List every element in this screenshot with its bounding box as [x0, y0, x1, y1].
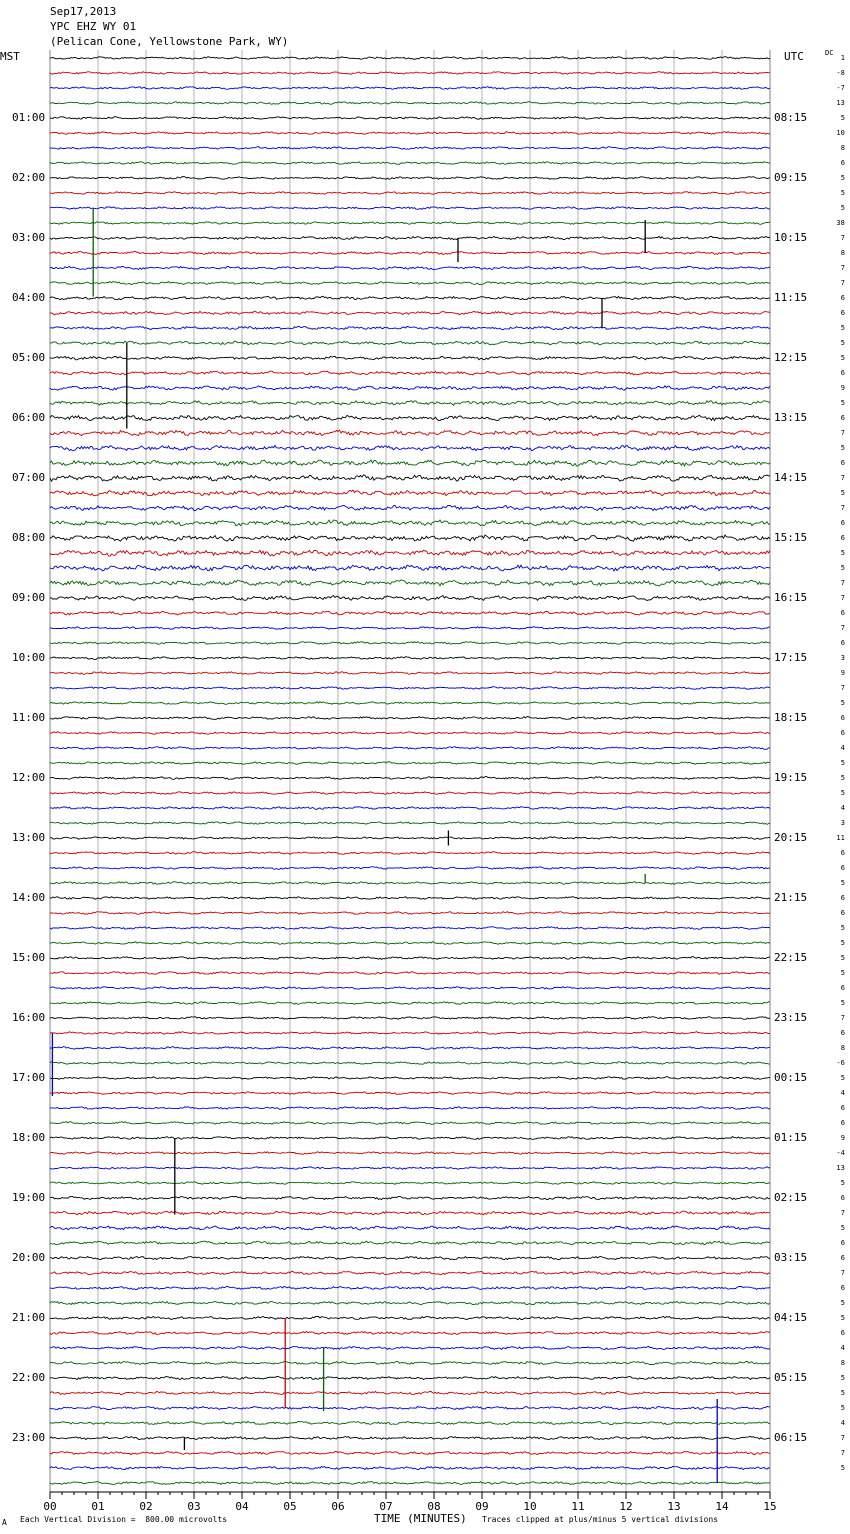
dc-offset-label: 5	[840, 549, 845, 557]
seismic-trace	[50, 1482, 770, 1485]
dc-offset-label: 7	[840, 1434, 845, 1442]
seismic-trace	[50, 972, 770, 975]
seismic-trace	[50, 177, 770, 180]
seismic-trace	[50, 192, 770, 195]
seismic-trace	[50, 1107, 770, 1110]
seismic-trace	[50, 222, 770, 225]
seismic-trace	[50, 1182, 770, 1185]
x-tick-label: 03	[187, 1500, 201, 1513]
seismic-trace	[50, 1167, 770, 1170]
seismic-trace	[50, 326, 770, 330]
dc-offset-label: 6	[840, 639, 845, 647]
dc-offset-label: 9	[840, 1134, 845, 1142]
seismic-trace	[50, 717, 770, 720]
seismic-trace	[50, 236, 770, 239]
trace-group	[50, 57, 770, 1485]
x-tick-label: 01	[91, 1500, 105, 1513]
dc-offset-label: 5	[840, 114, 845, 122]
seismic-trace	[50, 1332, 770, 1335]
time-axis	[50, 1492, 770, 1499]
seismic-trace	[50, 762, 770, 765]
dc-offset-label: 7	[840, 1014, 845, 1022]
utc-hour-label: 19:15	[774, 771, 808, 784]
seismic-trace	[50, 535, 770, 541]
utc-hour-label: 10:15	[774, 231, 808, 244]
dc-offset-label: 5	[840, 969, 845, 977]
mst-hour-label: 20:00	[12, 1251, 46, 1264]
dc-offset-label: 6	[840, 309, 845, 317]
x-tick-label: 07	[379, 1500, 393, 1513]
dc-offset-label: 7	[840, 474, 845, 482]
dc-offset-label: 10	[836, 129, 845, 137]
utc-hour-label: 17:15	[774, 651, 808, 664]
seismic-trace	[50, 1137, 770, 1140]
x-tick-label: 13	[667, 1500, 681, 1513]
seismic-trace	[50, 475, 770, 481]
seismic-trace	[50, 72, 770, 75]
seismic-trace	[50, 1391, 770, 1394]
dc-offset-label: 6	[840, 1254, 845, 1262]
dc-offset-label: 6	[840, 1104, 845, 1112]
dc-offset-label: 5	[840, 324, 845, 332]
utc-hour-label: 22:15	[774, 951, 808, 964]
dc-offset-label: 5	[840, 339, 845, 347]
seismic-trace	[50, 1301, 770, 1304]
seismic-trace	[50, 102, 770, 105]
station-code: YPC EHZ WY 01	[50, 20, 137, 33]
dc-offset-label: 7	[840, 504, 845, 512]
dc-offset-label: 6	[840, 519, 845, 527]
dc-offset-label: -7	[836, 84, 845, 92]
dc-offset-label: 5	[840, 879, 845, 887]
seismic-trace	[50, 1152, 770, 1155]
seismic-trace	[50, 282, 770, 285]
dc-offset-label: 5	[840, 174, 845, 182]
seismic-trace	[50, 162, 770, 165]
utc-hour-label: 08:15	[774, 111, 808, 124]
seismic-trace	[50, 1271, 770, 1275]
seismic-trace	[50, 1002, 770, 1005]
seismic-trace	[50, 807, 770, 810]
mst-hour-label: 13:00	[12, 831, 46, 844]
utc-hour-label: 21:15	[774, 891, 808, 904]
mst-hour-label: 04:00	[12, 291, 46, 304]
dc-offset-label: 5	[840, 1374, 845, 1382]
seismic-trace	[50, 296, 770, 300]
dc-offset-label: 7	[840, 684, 845, 692]
dc-offset-label: 5	[840, 444, 845, 452]
seismic-trace	[50, 550, 770, 556]
dc-offset-label: 7	[840, 264, 845, 272]
dc-offset-label: 5	[840, 1224, 845, 1232]
seismic-trace	[50, 672, 770, 675]
mst-hour-label: 22:00	[12, 1371, 46, 1384]
mst-hour-label: 06:00	[12, 411, 46, 424]
dc-offset-label: 6	[840, 729, 845, 737]
plot-date: Sep17,2013	[50, 5, 117, 18]
seismic-trace	[50, 987, 770, 990]
seismic-trace	[50, 927, 770, 930]
mst-hour-label: 14:00	[12, 891, 46, 904]
seismic-trace	[50, 1047, 770, 1050]
seismic-trace	[50, 565, 770, 571]
seismic-trace	[50, 957, 770, 960]
dc-offset-label: 7	[840, 624, 845, 632]
seismic-trace	[50, 445, 770, 450]
clip-note: Traces clipped at plus/minus 5 vertical divisions	[482, 1515, 719, 1524]
seismic-trace	[50, 1406, 770, 1409]
seismic-trace	[50, 266, 770, 269]
seismic-trace	[50, 1032, 770, 1035]
dc-offset-label: 8	[840, 249, 845, 257]
dc-offset-label: 5	[840, 759, 845, 767]
utc-hour-label: 03:15	[774, 1251, 808, 1264]
seismic-trace	[50, 942, 770, 945]
left-timezone-label: MST	[0, 50, 20, 63]
dc-offset-label: 13	[836, 1164, 845, 1172]
seismic-trace	[50, 132, 770, 135]
mst-hour-label: 23:00	[12, 1431, 46, 1444]
x-tick-label: 12	[619, 1500, 633, 1513]
dc-offset-label: 5	[840, 1179, 845, 1187]
seismic-trace	[50, 627, 770, 630]
dc-offset-label: 7	[840, 579, 845, 587]
seismic-trace	[50, 657, 770, 660]
dc-offset-label: 5	[840, 924, 845, 932]
mst-hour-label: 02:00	[12, 171, 46, 184]
dc-offset-label: 6	[840, 1329, 845, 1337]
seismic-trace	[50, 1376, 770, 1379]
dc-offset-label: 5	[840, 1299, 845, 1307]
dc-offset-label: 6	[840, 1119, 845, 1127]
dc-offset-label: 4	[840, 744, 845, 752]
utc-hour-label: 23:15	[774, 1011, 808, 1024]
x-tick-label: 06	[331, 1500, 345, 1513]
dc-offset-label: 6	[840, 294, 845, 302]
dc-offset-label: 5	[840, 774, 845, 782]
seismic-trace	[50, 311, 770, 315]
seismic-trace	[50, 371, 770, 375]
seismic-trace	[50, 1241, 770, 1245]
seismic-trace	[50, 1062, 770, 1065]
dc-offset-label: 9	[840, 384, 845, 392]
dc-offset-label: 4	[840, 804, 845, 812]
mst-hour-label: 12:00	[12, 771, 46, 784]
dc-offset-label: 6	[840, 1194, 845, 1202]
dc-offset-label: 7	[840, 1269, 845, 1277]
dc-offset-label: 11	[836, 834, 845, 842]
dc-offset-label: 6	[840, 864, 845, 872]
seismic-trace	[50, 147, 770, 150]
seismic-trace	[50, 1017, 770, 1020]
seismic-trace	[50, 687, 770, 690]
seismic-trace	[50, 596, 770, 601]
dc-offset-label: 5	[840, 1314, 845, 1322]
dc-offset-label: 3	[840, 819, 845, 827]
dc-offset-label: 6	[840, 714, 845, 722]
seismic-trace	[50, 1092, 770, 1095]
seismic-trace	[50, 1421, 770, 1424]
x-tick-label: 04	[235, 1500, 249, 1513]
seismic-trace	[50, 822, 770, 825]
dc-offset-label: 4	[840, 1419, 845, 1427]
seismic-trace	[50, 415, 770, 420]
utc-hour-label: 04:15	[774, 1311, 808, 1324]
utc-hour-label: 09:15	[774, 171, 808, 184]
mst-hour-label: 15:00	[12, 951, 46, 964]
dc-offset-label: 7	[840, 594, 845, 602]
mst-hour-label: 18:00	[12, 1131, 46, 1144]
mst-hour-label: 17:00	[12, 1071, 46, 1084]
seismic-trace	[50, 1122, 770, 1125]
dc-offset-label: -6	[836, 1059, 845, 1067]
x-axis-label: TIME (MINUTES)	[374, 1512, 467, 1525]
x-tick-label: 08	[427, 1500, 441, 1513]
utc-hour-label: 11:15	[774, 291, 808, 304]
dc-offset-label: 5	[840, 189, 845, 197]
seismic-trace	[50, 341, 770, 345]
dc-offset-label: 6	[840, 159, 845, 167]
mst-hour-label: 19:00	[12, 1191, 46, 1204]
dc-offset-label: 5	[840, 999, 845, 1007]
minute-grid	[50, 50, 770, 1492]
seismic-trace	[50, 1256, 770, 1259]
dc-offset-label: -4	[836, 1149, 845, 1157]
mst-hour-label: 05:00	[12, 351, 46, 364]
mst-hour-label: 07:00	[12, 471, 46, 484]
x-tick-label: 14	[715, 1500, 729, 1513]
seismic-trace	[50, 702, 770, 705]
dc-offset-label: 9	[840, 669, 845, 677]
dc-offset-label: 5	[840, 1464, 845, 1472]
seismic-trace	[50, 611, 770, 615]
utc-hour-label: 01:15	[774, 1131, 808, 1144]
dc-offset-label: 6	[840, 459, 845, 467]
seismic-trace	[50, 460, 770, 466]
seismic-trace	[50, 1211, 770, 1215]
x-tick-label: 11	[571, 1500, 585, 1513]
seismic-trace	[50, 207, 770, 210]
dc-offset-label: 6	[840, 1029, 845, 1037]
station-location: (Pelican Cone, Yellowstone Park, WY)	[50, 35, 289, 48]
dc-offset-label: -8	[836, 69, 845, 77]
seismic-trace	[50, 356, 770, 360]
seismic-trace	[50, 792, 770, 795]
dc-offset-label: 7	[840, 429, 845, 437]
dc-offset-label: 5	[840, 699, 845, 707]
seismic-trace	[50, 1077, 770, 1080]
seismic-trace	[50, 747, 770, 750]
dc-offset-label: 1	[840, 54, 845, 62]
seismic-trace	[50, 520, 770, 526]
right-timezone-label: UTC	[784, 50, 804, 63]
seismic-trace	[50, 732, 770, 735]
utc-hour-label: 05:15	[774, 1371, 808, 1384]
dc-offset-label: 8	[840, 144, 845, 152]
dc-offset-label: 8	[840, 1359, 845, 1367]
seismic-trace	[50, 852, 770, 855]
mst-hour-label: 03:00	[12, 231, 46, 244]
dc-offset-label: 5	[840, 399, 845, 407]
seismic-trace	[50, 1286, 770, 1289]
corner-mark: A	[2, 1518, 7, 1527]
seismic-trace	[50, 1196, 770, 1199]
seismic-trace	[50, 1466, 770, 1469]
scale-note: Each Vertical Division = 800.00 microvolts	[20, 1515, 228, 1524]
dc-offset-label: 8	[840, 1044, 845, 1052]
mst-hour-label: 10:00	[12, 651, 46, 664]
mst-hour-label: 16:00	[12, 1011, 46, 1024]
seismic-trace	[50, 1346, 770, 1349]
dc-offset-label: 5	[840, 939, 845, 947]
seismic-trace	[50, 251, 770, 254]
dc-offset-label: 6	[840, 414, 845, 422]
dc-offset-label: 7	[840, 234, 845, 242]
dc-header-label: DC	[825, 49, 834, 57]
seismic-trace	[50, 430, 770, 436]
seismic-trace	[50, 401, 770, 406]
dc-offset-label: 5	[840, 564, 845, 572]
mst-hour-label: 21:00	[12, 1311, 46, 1324]
dc-offset-label: 6	[840, 1239, 845, 1247]
dc-offset-label: 6	[840, 534, 845, 542]
dc-offset-label: 13	[836, 99, 845, 107]
utc-hour-label: 02:15	[774, 1191, 808, 1204]
seismic-trace	[50, 580, 770, 586]
seismic-trace	[50, 1436, 770, 1439]
dc-offset-label: 5	[840, 354, 845, 362]
dc-offset-label: 7	[840, 1449, 845, 1457]
mst-hour-label: 11:00	[12, 711, 46, 724]
seismic-trace	[50, 1361, 770, 1364]
x-tick-label: 00	[43, 1500, 57, 1513]
utc-hour-label: 00:15	[774, 1071, 808, 1084]
seismic-trace	[50, 867, 770, 870]
dc-offset-label: 5	[840, 204, 845, 212]
x-tick-label: 09	[475, 1500, 489, 1513]
seismic-trace	[50, 1452, 770, 1455]
dc-offset-label: 5	[840, 1389, 845, 1397]
dc-offset-label: 7	[840, 1209, 845, 1217]
dc-offset-label: 38	[836, 219, 845, 227]
utc-hour-label: 15:15	[774, 531, 808, 544]
seismic-trace	[50, 1316, 770, 1319]
dc-offset-label: 7	[840, 279, 845, 287]
x-tick-label: 10	[523, 1500, 537, 1513]
seismic-trace	[50, 642, 770, 645]
dc-offset-label: 5	[840, 1074, 845, 1082]
dc-offset-label: 5	[840, 789, 845, 797]
dc-offset-label: 4	[840, 1089, 845, 1097]
dc-offset-label: 5	[840, 954, 845, 962]
seismic-trace	[50, 505, 770, 510]
seismic-trace	[50, 912, 770, 915]
dc-offset-label: 6	[840, 849, 845, 857]
seismic-trace	[50, 87, 770, 90]
dc-offset-label: 3	[840, 654, 845, 662]
utc-hour-label: 16:15	[774, 591, 808, 604]
seismic-trace	[50, 117, 770, 120]
utc-hour-label: 12:15	[774, 351, 808, 364]
mst-hour-label: 08:00	[12, 531, 46, 544]
dc-offset-label: 6	[840, 1284, 845, 1292]
x-tick-label: 15	[763, 1500, 777, 1513]
dc-offset-label: 5	[840, 489, 845, 497]
utc-hour-label: 06:15	[774, 1431, 808, 1444]
mst-hour-label: 01:00	[12, 111, 46, 124]
utc-hour-label: 13:15	[774, 411, 808, 424]
seismic-trace	[50, 57, 770, 60]
x-tick-label: 02	[139, 1500, 153, 1513]
dc-offset-label: 6	[840, 894, 845, 902]
seismic-trace	[50, 897, 770, 900]
mst-hour-label: 09:00	[12, 591, 46, 604]
utc-hour-label: 20:15	[774, 831, 808, 844]
seismic-trace	[50, 837, 770, 840]
seismic-trace	[50, 777, 770, 780]
seismic-trace	[50, 1226, 770, 1230]
dc-offset-label: 6	[840, 909, 845, 917]
utc-hour-label: 14:15	[774, 471, 808, 484]
x-tick-label: 05	[283, 1500, 297, 1513]
seismic-trace	[50, 386, 770, 390]
dc-offset-label: 5	[840, 1404, 845, 1412]
seismic-trace	[50, 882, 770, 885]
dc-offset-label: 6	[840, 369, 845, 377]
dc-offset-label: 6	[840, 609, 845, 617]
dc-offset-label: 6	[840, 984, 845, 992]
dc-offset-label: 4	[840, 1344, 845, 1352]
seismic-trace	[50, 490, 770, 496]
utc-hour-label: 18:15	[774, 711, 808, 724]
